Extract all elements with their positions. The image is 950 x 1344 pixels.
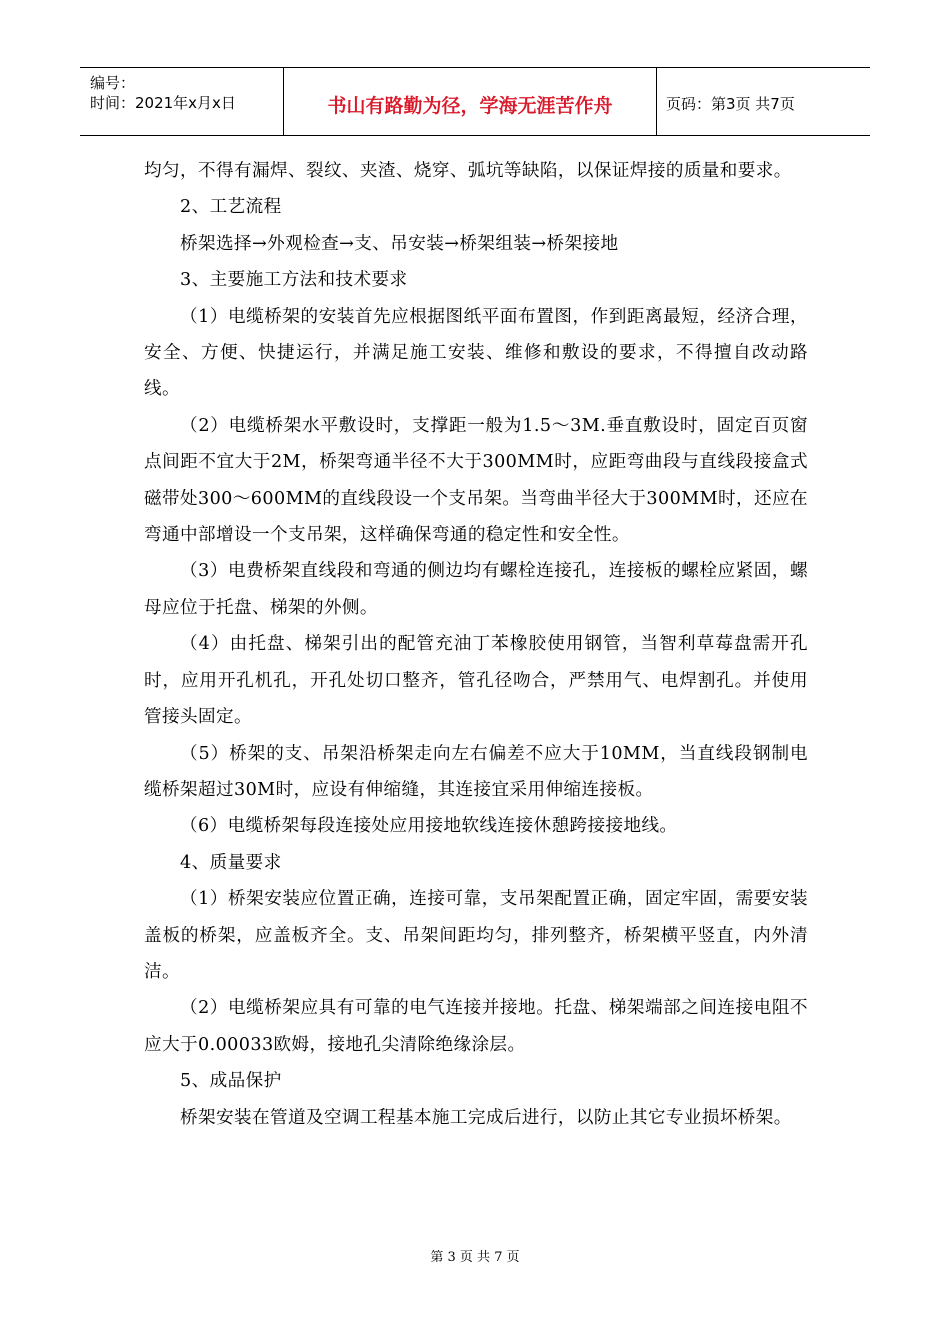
paragraph-protection: 桥架安装在管道及空调工程基本施工完成后进行，以防止其它专业损坏桥架。 [180, 1107, 792, 1128]
section-heading-process: 2、工艺流程 [180, 197, 282, 218]
document-header [80, 67, 870, 136]
section-heading-quality: 4、质量要求 [180, 852, 282, 873]
header-motto: 书山有路勤为径，学海无涯苦作舟 [283, 68, 657, 135]
page-footer: 第 3 页 共 7 页 [430, 1250, 520, 1265]
header-page-label: 页码：第3页 共7页 [666, 95, 795, 113]
paragraph-quality-2: （2）电缆桥架应具有可靠的电气连接并接地。托盘、梯架端部之间连接电阻不应大于0.00033欧姆，接地孔尖清除绝缘涂层。 [144, 998, 808, 1055]
paragraph-method-6: （6）电缆桥架每段连接处应用接地软线连接休憩跨接接地线。 [180, 816, 678, 837]
paragraph-method-5: （5）桥架的支、吊架沿桥架走向左右偏差不应大于10MM，当直线段钢制电缆桥架超过30M时，应设有伸缩缝，其连接宜采用伸缩连接板。 [144, 743, 808, 800]
section-heading-protection: 5、成品保护 [180, 1071, 282, 1092]
paragraph-method-1: （1）电缆桥架的安装首先应根据图纸平面布置图，作到距离最短，经济合理，安全、方便、快捷运行，并满足施工安装、维修和敷设的要求，不得擅自改动路线。 [144, 306, 808, 400]
paragraph-continuation: 均匀，不得有漏焊、裂纹、夹渣、烧穿、弧坑等缺陷，以保证焊接的质量和要求。 [144, 161, 792, 181]
paragraph-method-2: （2）电缆桥架水平敷设时，支撑距一般为1.5～3M.垂直敷设时，固定百页窗点间距不宜大于2M，桥架弯通半径不大于300MM时，应距弯曲段与直线段接盒式磁带处300～600MM的直线段设一个支吊架。当弯曲半径大于300MM时，还应在弯通中部增设一个支吊架，这样确保弯通的稳定性和安全性。 [144, 415, 808, 546]
paragraph-method-3: （3）电费桥架直线段和弯通的侧边均有螺栓连接孔，连接板的螺栓应紧固，螺母应位于托盘、梯架的外侧。 [144, 561, 808, 618]
document-body [144, 153, 808, 1136]
section-heading-methods: 3、主要施工方法和技术要求 [180, 270, 408, 291]
paragraph-process-flow: 桥架选择→外观检查→支、吊安装→桥架组装→桥架接地 [180, 233, 619, 254]
paragraph-method-4: （4）由托盘、梯架引出的配管充油丁苯橡胶使用钢管，当智利草莓盘需开孔时，应用开孔机孔，开孔处切口整齐，管孔径吻合，严禁用气、电焊割孔。并使用管接头固定。 [144, 634, 808, 728]
header-meta [80, 68, 283, 135]
paragraph-quality-1: （1）桥架安装应位置正确，连接可靠，支吊架配置正确，固定牢固，需要安装盖板的桥架，应盖板齐全。支、吊架间距均匀，排列整齐，桥架横平竖直，内外清洁。 [144, 889, 808, 982]
header-number-label: 编号： [90, 74, 136, 92]
header-time-label: 时间：2021年x月x日 [90, 94, 236, 112]
